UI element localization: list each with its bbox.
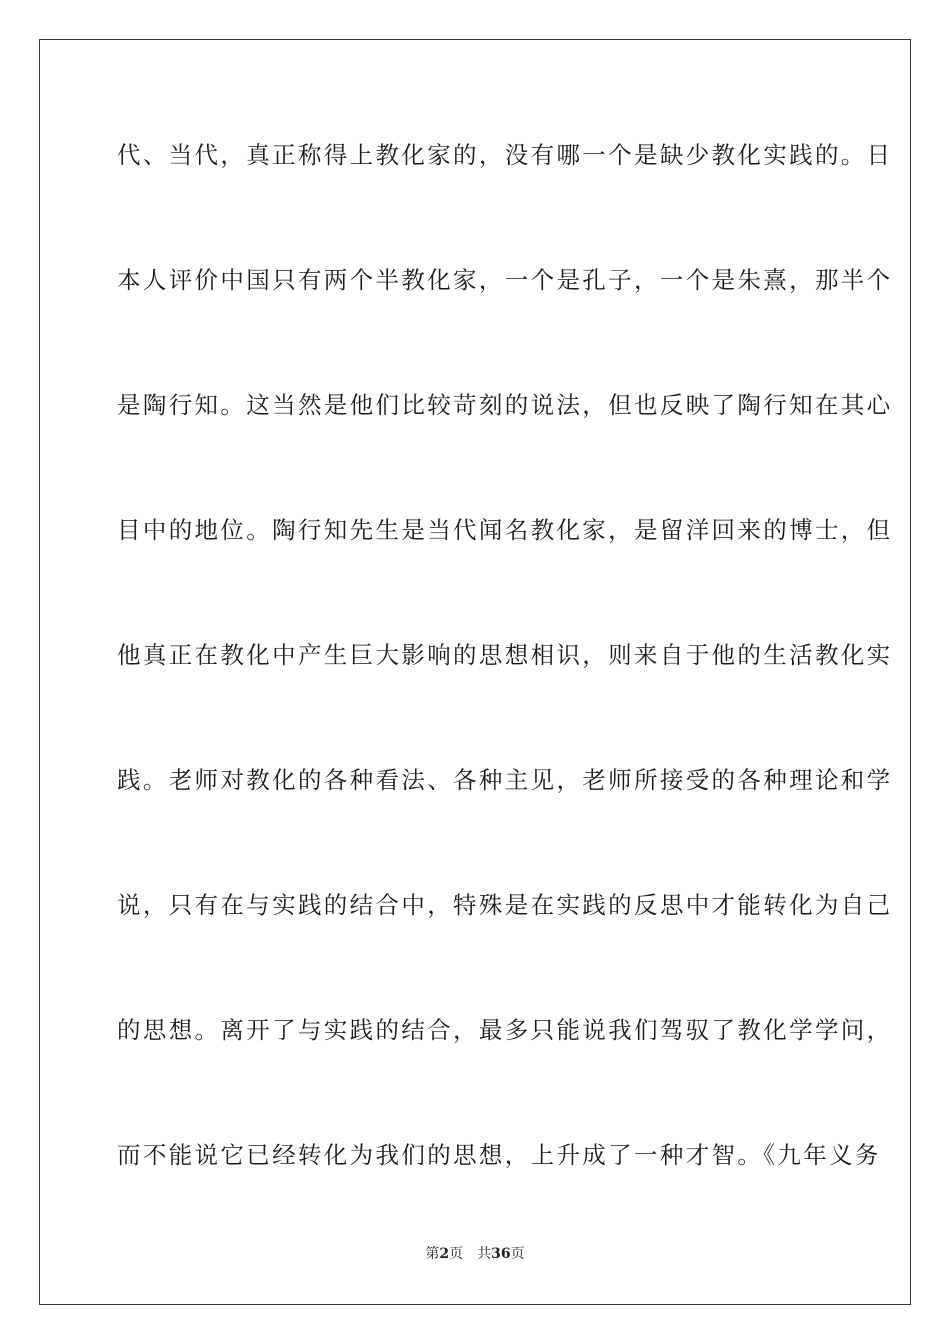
text-line: 目中的地位。陶行知先生是当代闻名教化家，是留洋回来的博士，但 xyxy=(117,516,893,544)
text-line: 而不能说它已经转化为我们的思想，上升成了一种才智。《九年义务 xyxy=(117,1141,881,1169)
page-number: 2 xyxy=(439,1246,450,1262)
page-prefix: 第 xyxy=(425,1246,440,1262)
text-line: 说，只有在与实践的结合中，特殊是在实践的反思中才能转化为自己 xyxy=(117,891,893,919)
text-line: 是陶行知。这当然是他们比较苛刻的说法，但也反映了陶行知在其心 xyxy=(117,391,893,419)
total-suffix: 页 xyxy=(510,1246,525,1262)
text-line: 的思想。离开了与实践的结合，最多只能说我们驾驭了教化学学问， xyxy=(117,1016,893,1044)
page-footer xyxy=(0,1243,950,1263)
total-prefix: 共 xyxy=(477,1246,492,1262)
page-suffix: 页 xyxy=(449,1246,464,1262)
text-line: 践。老师对教化的各种看法、各种主见，老师所接受的各种理论和学 xyxy=(117,766,893,794)
text-line: 代、当代，真正称得上教化家的，没有哪一个是缺少教化实践的。日 xyxy=(117,141,893,169)
text-line: 本人评价中国只有两个半教化家，一个是孔子，一个是朱熹，那半个 xyxy=(117,266,893,294)
text-line: 他真正在教化中产生巨大影响的思想相识，则来自于他的生活教化实 xyxy=(117,641,893,669)
document-body xyxy=(117,130,893,1255)
total-pages: 36 xyxy=(491,1246,511,1262)
